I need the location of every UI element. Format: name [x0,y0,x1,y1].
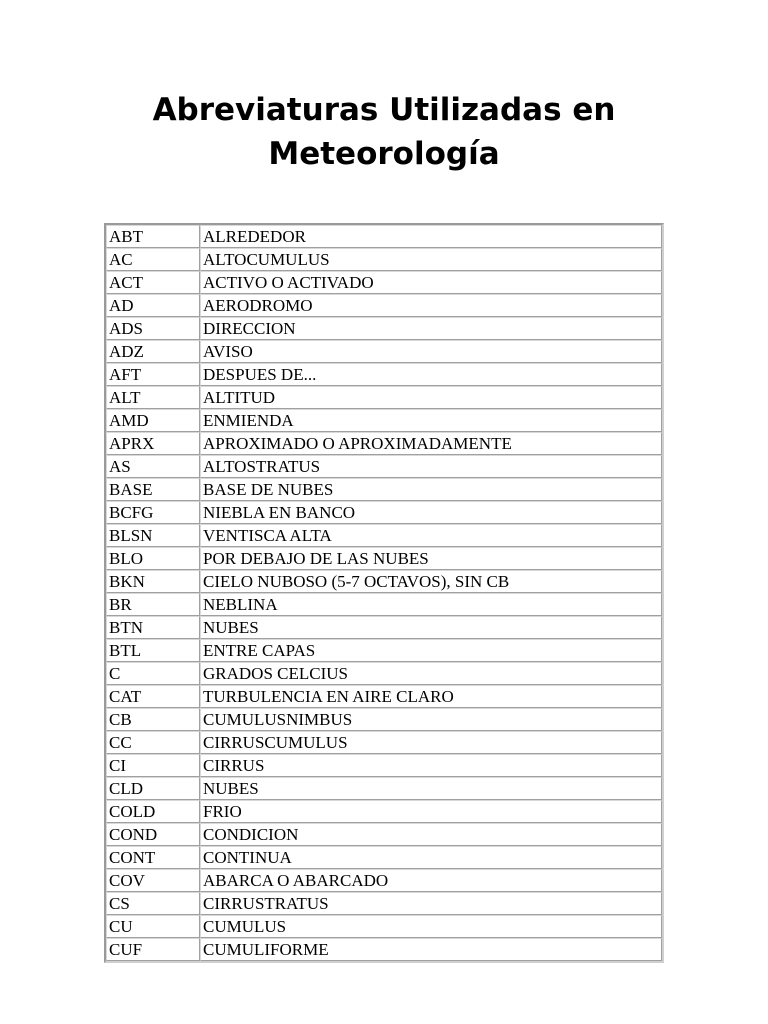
table-row [106,639,662,662]
abbreviation-cell: COLD [106,800,200,823]
meaning-cell: FRIO [200,800,662,823]
abbreviation-cell: CU [106,915,200,938]
table-row [106,892,662,915]
table-row [106,501,662,524]
meaning-cell: CUMULUSNIMBUS [200,708,662,731]
table-row [106,317,662,340]
abbreviation-cell: AFT [106,363,200,386]
meaning-cell: DESPUES DE... [200,363,662,386]
abbreviation-cell: APRX [106,432,200,455]
abbreviation-cell: CI [106,754,200,777]
abbreviation-cell: ADS [106,317,200,340]
table-row [106,478,662,501]
meaning-cell: ENTRE CAPAS [200,639,662,662]
abbreviation-cell: CUF [106,938,200,961]
table-row [106,708,662,731]
abbreviation-cell: ADZ [106,340,200,363]
abbreviation-cell: AD [106,294,200,317]
abbreviation-cell: AMD [106,409,200,432]
abbreviation-cell: CAT [106,685,200,708]
meaning-cell: DIRECCION [200,317,662,340]
meaning-cell: CIRRUSTRATUS [200,892,662,915]
table-row [106,432,662,455]
page-title [0,88,768,176]
table-row [106,524,662,547]
table-row [106,777,662,800]
meaning-cell: VENTISCA ALTA [200,524,662,547]
meaning-cell: CUMULIFORME [200,938,662,961]
abbreviation-cell: CC [106,731,200,754]
abbreviation-cell: COND [106,823,200,846]
meaning-cell: POR DEBAJO DE LAS NUBES [200,547,662,570]
table-row [106,294,662,317]
abbreviation-cell: BTL [106,639,200,662]
meaning-cell: CUMULUS [200,915,662,938]
abbreviation-cell: ALT [106,386,200,409]
table-row [106,685,662,708]
table-row [106,800,662,823]
meaning-cell: CONDICION [200,823,662,846]
meaning-cell: AVISO [200,340,662,363]
meaning-cell: ALTOSTRATUS [200,455,662,478]
abbreviation-cell: ABT [106,225,200,248]
table-row [106,938,662,961]
abbreviation-cell: BLSN [106,524,200,547]
meaning-cell: APROXIMADO O APROXIMADAMENTE [200,432,662,455]
table-row [106,340,662,363]
meaning-cell: ABARCA O ABARCADO [200,869,662,892]
table-row [106,823,662,846]
table-row [106,570,662,593]
abbreviation-cell: CLD [106,777,200,800]
meaning-cell: NEBLINA [200,593,662,616]
abbreviations-table [104,223,664,963]
meaning-cell: ENMIENDA [200,409,662,432]
table-row [106,869,662,892]
meaning-cell: CONTINUA [200,846,662,869]
meaning-cell: ALREDEDOR [200,225,662,248]
meaning-cell: CIRRUSCUMULUS [200,731,662,754]
table-row [106,846,662,869]
table-row [106,455,662,478]
page-title-line-1: Abreviaturas Utilizadas en [152,92,616,128]
meaning-cell: GRADOS CELCIUS [200,662,662,685]
abbreviation-cell: BR [106,593,200,616]
meaning-cell: TURBULENCIA EN AIRE CLARO [200,685,662,708]
table-row [106,363,662,386]
table-row [106,225,662,248]
abbreviation-cell: BASE [106,478,200,501]
meaning-cell: ALTITUD [200,386,662,409]
table-row [106,271,662,294]
meaning-cell: AERODROMO [200,294,662,317]
table-row [106,386,662,409]
meaning-cell: ACTIVO O ACTIVADO [200,271,662,294]
abbreviation-cell: COV [106,869,200,892]
table-row [106,248,662,271]
table-row [106,662,662,685]
abbreviation-cell: BTN [106,616,200,639]
abbreviation-cell: AC [106,248,200,271]
abbreviation-cell: BLO [106,547,200,570]
table-row [106,409,662,432]
meaning-cell: CIELO NUBOSO (5-7 OCTAVOS), SIN CB [200,570,662,593]
table-row [106,547,662,570]
page-title-line-2: Meteorología [268,136,500,172]
meaning-cell: NUBES [200,777,662,800]
abbreviation-cell: C [106,662,200,685]
table-row [106,915,662,938]
abbreviation-cell: BCFG [106,501,200,524]
abbreviation-cell: CONT [106,846,200,869]
table-row [106,593,662,616]
meaning-cell: BASE DE NUBES [200,478,662,501]
abbreviation-cell: CS [106,892,200,915]
table-row [106,616,662,639]
abbreviation-cell: AS [106,455,200,478]
meaning-cell: CIRRUS [200,754,662,777]
abbreviation-cell: BKN [106,570,200,593]
abbreviations-table-body [106,225,662,961]
table-row [106,731,662,754]
table-row [106,754,662,777]
meaning-cell: NIEBLA EN BANCO [200,501,662,524]
abbreviation-cell: CB [106,708,200,731]
abbreviation-cell: ACT [106,271,200,294]
meaning-cell: NUBES [200,616,662,639]
meaning-cell: ALTOCUMULUS [200,248,662,271]
